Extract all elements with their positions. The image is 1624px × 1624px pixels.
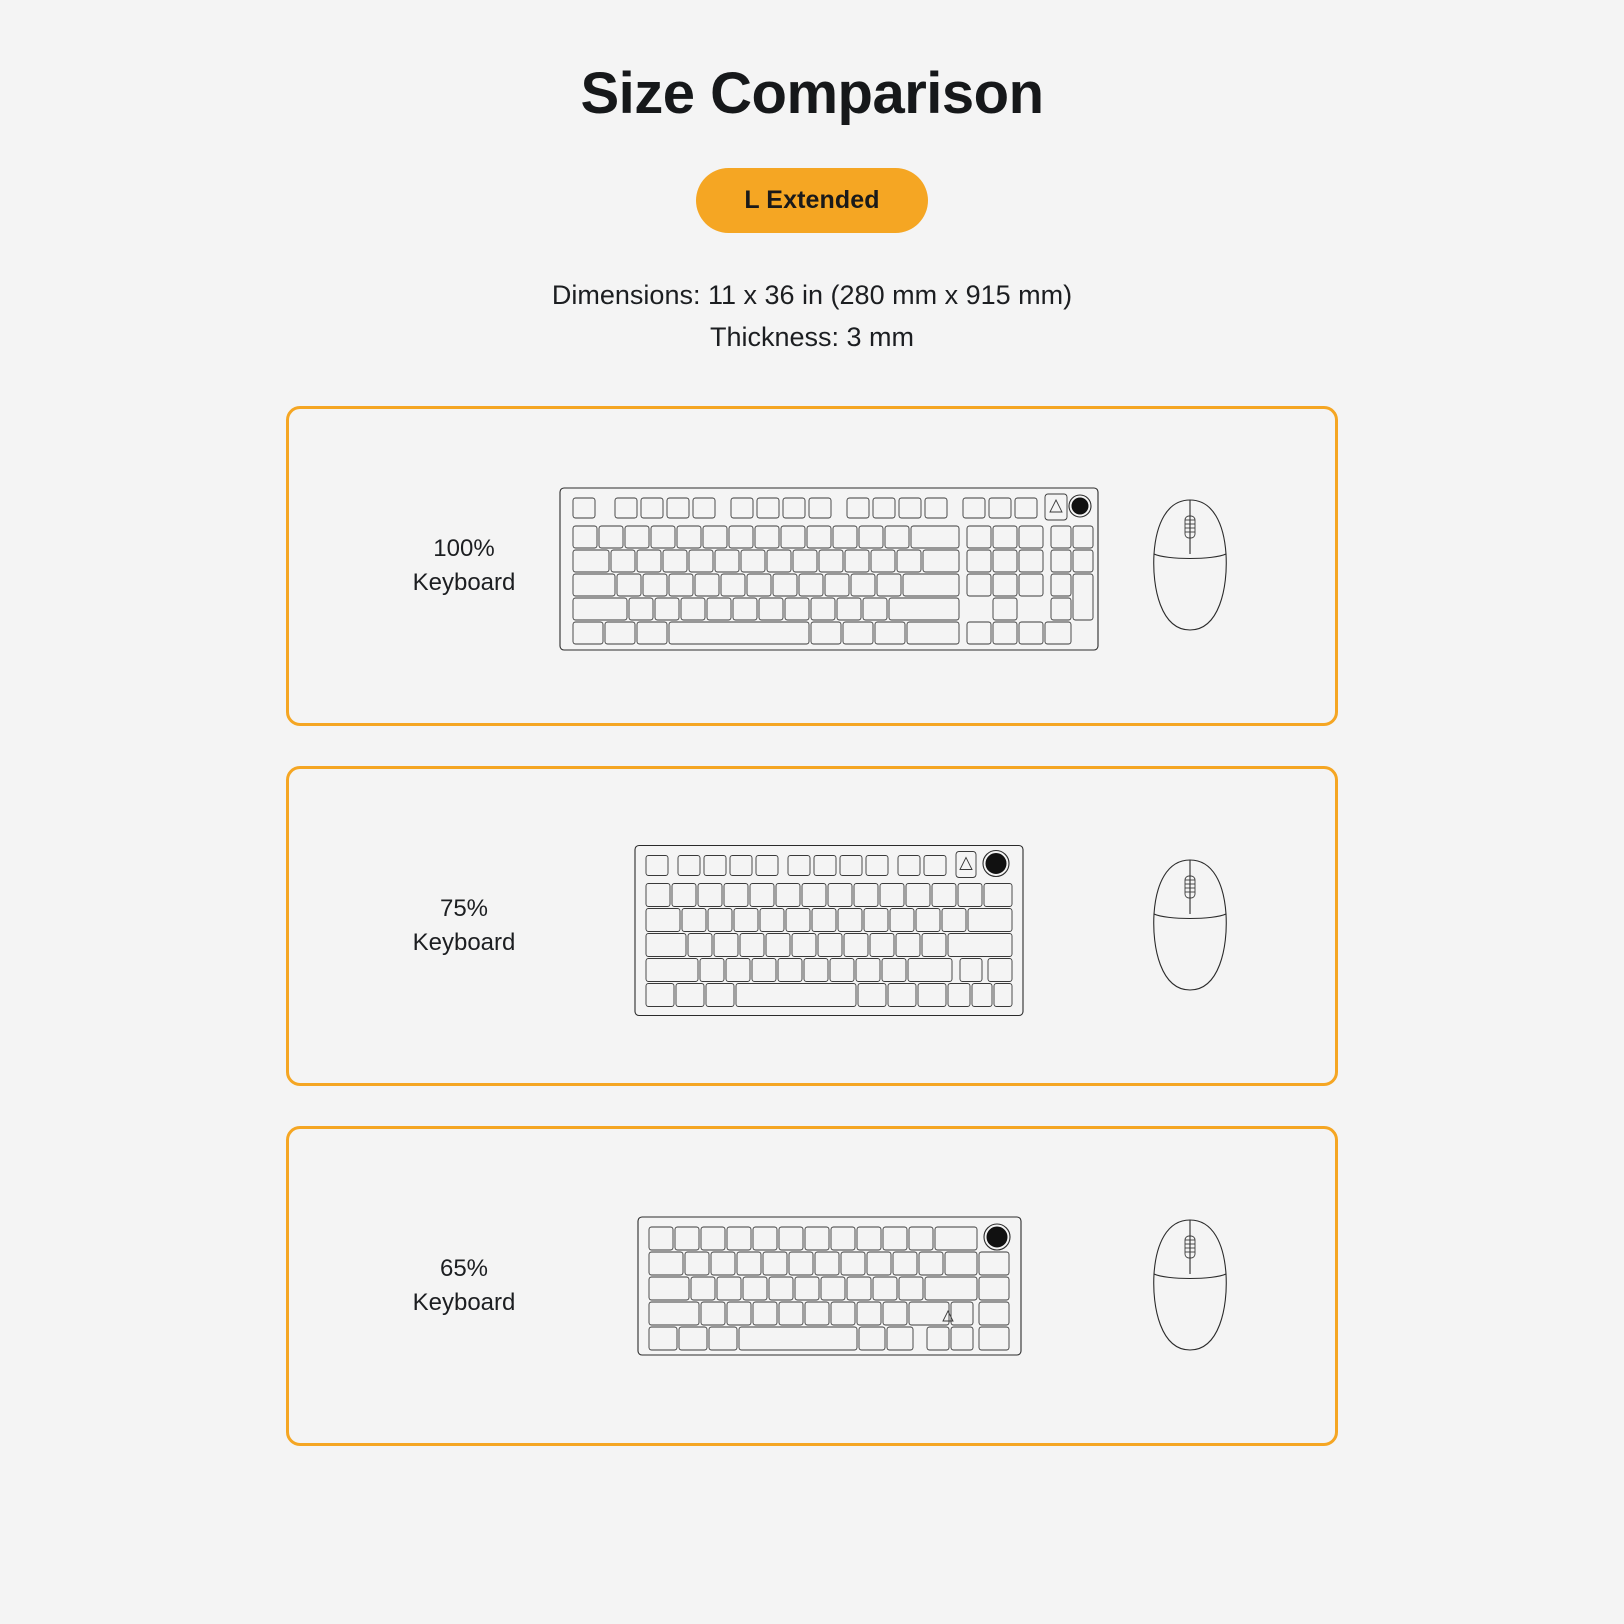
- row-type: Keyboard: [412, 1289, 516, 1317]
- page-title: Size Comparison: [580, 61, 1044, 126]
- mouse: [1145, 496, 1235, 636]
- comparison-row-65: [286, 1126, 1338, 1446]
- row-label-100: [369, 532, 559, 602]
- devices-75: [559, 769, 1335, 1083]
- mouse: [1145, 1216, 1235, 1356]
- comparison-row-75: [286, 766, 1338, 1086]
- row-label-75: [369, 892, 559, 962]
- keyboard-65-wrap: [637, 1211, 1022, 1361]
- row-type: Keyboard: [412, 569, 516, 597]
- row-percent: 65%: [439, 1254, 489, 1282]
- 100-percent-keyboard: [559, 476, 1099, 656]
- row-type: Keyboard: [412, 929, 516, 957]
- mouse-100-wrap: [1145, 496, 1235, 636]
- thickness-text: Thickness: 3 mm: [709, 321, 915, 352]
- keyboard-75-wrap: [634, 834, 1024, 1019]
- devices-100: [559, 409, 1335, 723]
- dimensions-block: [552, 275, 1072, 359]
- 65-percent-keyboard: [637, 1211, 1022, 1361]
- 75-percent-keyboard: [634, 834, 1024, 1019]
- keyboard-100-wrap: [559, 476, 1099, 656]
- size-badge: L Extended: [696, 168, 927, 233]
- mouse-65-wrap: [1145, 1216, 1235, 1356]
- mouse: [1145, 856, 1235, 996]
- row-percent: 100%: [433, 534, 495, 562]
- row-label-65: [369, 1252, 559, 1322]
- mouse-75-wrap: [1145, 856, 1235, 996]
- row-percent: 75%: [439, 894, 489, 922]
- dimensions-text: Dimensions: 11 x 36 in (280 mm x 915 mm): [551, 279, 1073, 310]
- comparison-rows: [0, 406, 1624, 1446]
- devices-65: [559, 1129, 1335, 1443]
- comparison-row-100: [286, 406, 1338, 726]
